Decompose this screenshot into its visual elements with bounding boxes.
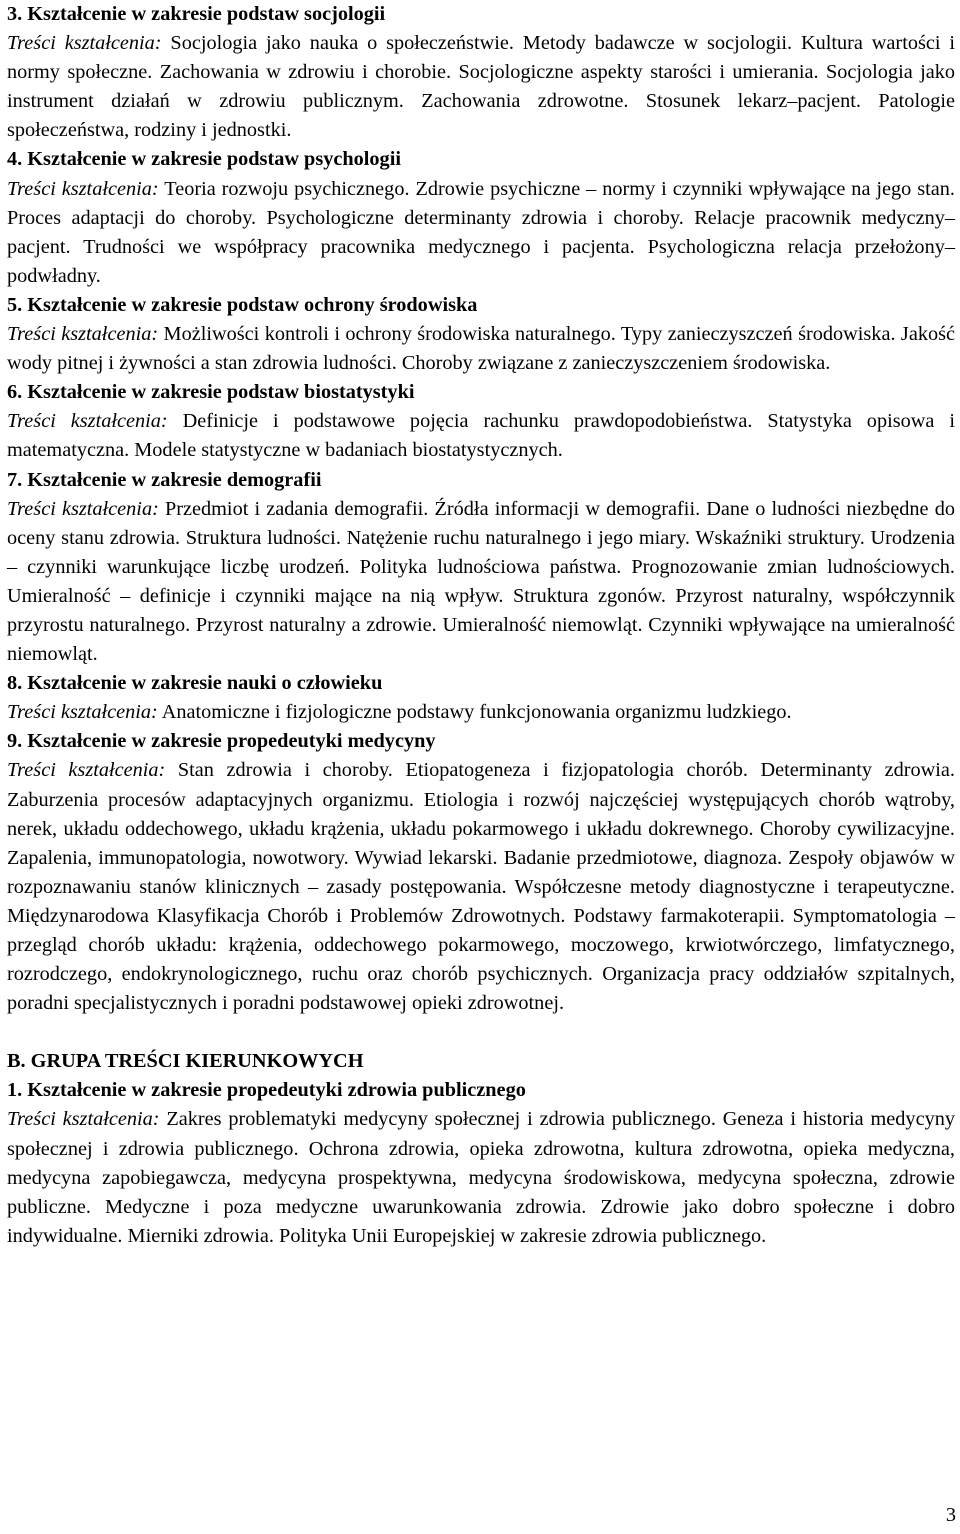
section-8 (7, 669, 955, 727)
document-page (7, 0, 955, 1251)
content-text: Definicje i podstawowe pojęcia rachunku prawdopodobieństwa. Statystyka opisowa i matematyczna. Modele statystyczne w badaniach biostatystycznych. (7, 410, 955, 462)
content-lead: Treści kształcenia: (7, 323, 159, 346)
section-9 (7, 727, 955, 1018)
section-heading: 7. Kształcenie w zakresie demografii (7, 468, 322, 491)
content-lead: Treści kształcenia: (7, 701, 158, 724)
content-lead: Treści kształcenia: (7, 410, 168, 433)
section-heading: 6. Kształcenie w zakresie podstaw biostatystyki (7, 381, 415, 404)
section-heading: 5. Kształcenie w zakresie podstaw ochrony środowiska (7, 293, 478, 316)
section-heading: 1. Kształcenie w zakresie propedeutyki zdrowia publicznego (7, 1079, 526, 1102)
content-text: Socjologia jako nauka o społeczeństwie. Metody badawcze w socjologii. Kultura wartości i normy społeczne. Zachowania w zdrowiu i chorobie. Socjologiczne aspekty starości i umierania. Socjologia jako instrument działań w zdrowiu publicznym. Zachowania zdrowotne. Stosunek lekarz–pacjent. Patologie społeczeństwa, rodziny i jednostki. (7, 32, 955, 142)
section-heading: 4. Kształcenie w zakresie podstaw psychologii (7, 148, 401, 171)
content-text: Zakres problematyki medycyny społecznej i zdrowia publicznego. Geneza i historia medycyny społecznej i zdrowia publicznego. Ochrona zdrowia, opieka zdrowotna, kultura zdrowotna, opieka medyczna, medycyna zapobiegawcza, medycyna prospektywna, medycyna środowiskowa, medycyna społeczna, zdrowie publiczne. Medyczne i poza medyczne uwarunkowania zdrowia. Zdrowie jako dobro społeczne i dobro indywidualne. Mierniki zdrowia. Polityka Unii Europejskiej w zakresie zdrowia publicznego. (7, 1108, 955, 1247)
content-text: Przedmiot i zadania demografii. Źródła informacji w demografii. Dane o ludności niezbędne do oceny stanu zdrowia. Struktura ludności. Natężenie ruchu naturalnego i jego miary. Wskaźniki struktury. Urodzenia – czynniki warunkujące liczbę urodzeń. Polityka ludnościowa państwa. Prognozowanie zmian ludnościowych. Umieralność – definicje i czynniki mające na nią wpływ. Struktura zgonów. Przyrost naturalny, współczynnik przyrostu naturalnego. Przyrost naturalny a zdrowie. Umieralność niemowląt. Czynniki wpływające na umieralność niemowląt. (7, 497, 955, 666)
section-content (7, 407, 955, 465)
content-lead: Treści kształcenia: (7, 759, 166, 782)
group-title: B. GRUPA TREŚCI KIERUNKOWYCH (7, 1050, 364, 1073)
section-content (7, 756, 955, 1018)
content-text: Możliwości kontroli i ochrony środowiska naturalnego. Typy zanieczyszczeń środowiska. Jakość wody pitnej i żywności a stan zdrowia ludności. Choroby związane z zanieczyszczeniem środowiska. (7, 323, 956, 375)
content-lead: Treści kształcenia: (7, 497, 159, 520)
section-content (7, 320, 955, 378)
section-6 (7, 378, 955, 465)
section-content (7, 495, 955, 670)
section-content (7, 698, 955, 727)
content-lead: Treści kształcenia: (7, 1108, 160, 1131)
section-heading: 9. Kształcenie w zakresie propedeutyki medycyny (7, 730, 436, 753)
content-text: Anatomiczne i fizjologiczne podstawy funkcjonowania organizmu ludzkiego. (157, 701, 792, 724)
content-text: Teoria rozwoju psychicznego. Zdrowie psychiczne – normy i czynniki wpływające na jego stan. Proces adaptacji do choroby. Psychologiczne determinanty zdrowia i choroby. Relacje pracownik medyczny–pacjent. Trudności we współpracy pracownika medycznego i pacjenta. Psychologiczna relacja przełożony–podwładny. (7, 177, 955, 287)
spacer (7, 1018, 955, 1047)
section-3 (7, 0, 955, 145)
section-heading: 8. Kształcenie w zakresie nauki o człowieku (7, 672, 383, 695)
content-lead: Treści kształcenia: (7, 177, 159, 200)
content-text: Stan zdrowia i choroby. Etiopatogeneza i fizjopatologia chorób. Determinanty zdrowia. Zaburzenia procesów adaptacyjnych organizmu. Etiologia i rozwój najczęściej występujących chorób wątroby, nerek, układu oddechowego, układu krążenia, układu pokarmowego i układu dokrewnego. Choroby cywilizacyjne. Zapalenia, immunopatologia, nowotwory. Wywiad lekarski. Badanie przedmiotowe, diagnoza. Zespoły objawów w rozpoznawaniu stanów klinicznych – zasady postępowania. Współczesne metody diagnostyczne i terapeutyczne. Międzynarodowa Klasyfikacja Chorób i Problemów Zdrowotnych. Podstawy farmakoterapii. Symptomatologia – przegląd chorób układu: krążenia, oddechowego pokarmowego, moczowego, krwiotwórczego, limfatycznego, rozrodczego, endokrynologicznego, ruchu oraz chorób psychicznych. Organizacja pracy oddziałów szpitalnych, poradni specjalistycznych i poradni podstawowej opieki zdrowotnej. (7, 759, 955, 1015)
content-lead: Treści kształcenia: (7, 32, 162, 55)
section-content (7, 1105, 955, 1250)
section-content (7, 175, 955, 291)
page-number: 3 (945, 1504, 956, 1526)
section-5 (7, 291, 955, 378)
section-7 (7, 466, 955, 670)
section-content (7, 29, 955, 145)
section-4 (7, 145, 955, 290)
section-heading: 3. Kształcenie w zakresie podstaw socjologii (7, 3, 386, 25)
group-b (7, 1047, 955, 1251)
